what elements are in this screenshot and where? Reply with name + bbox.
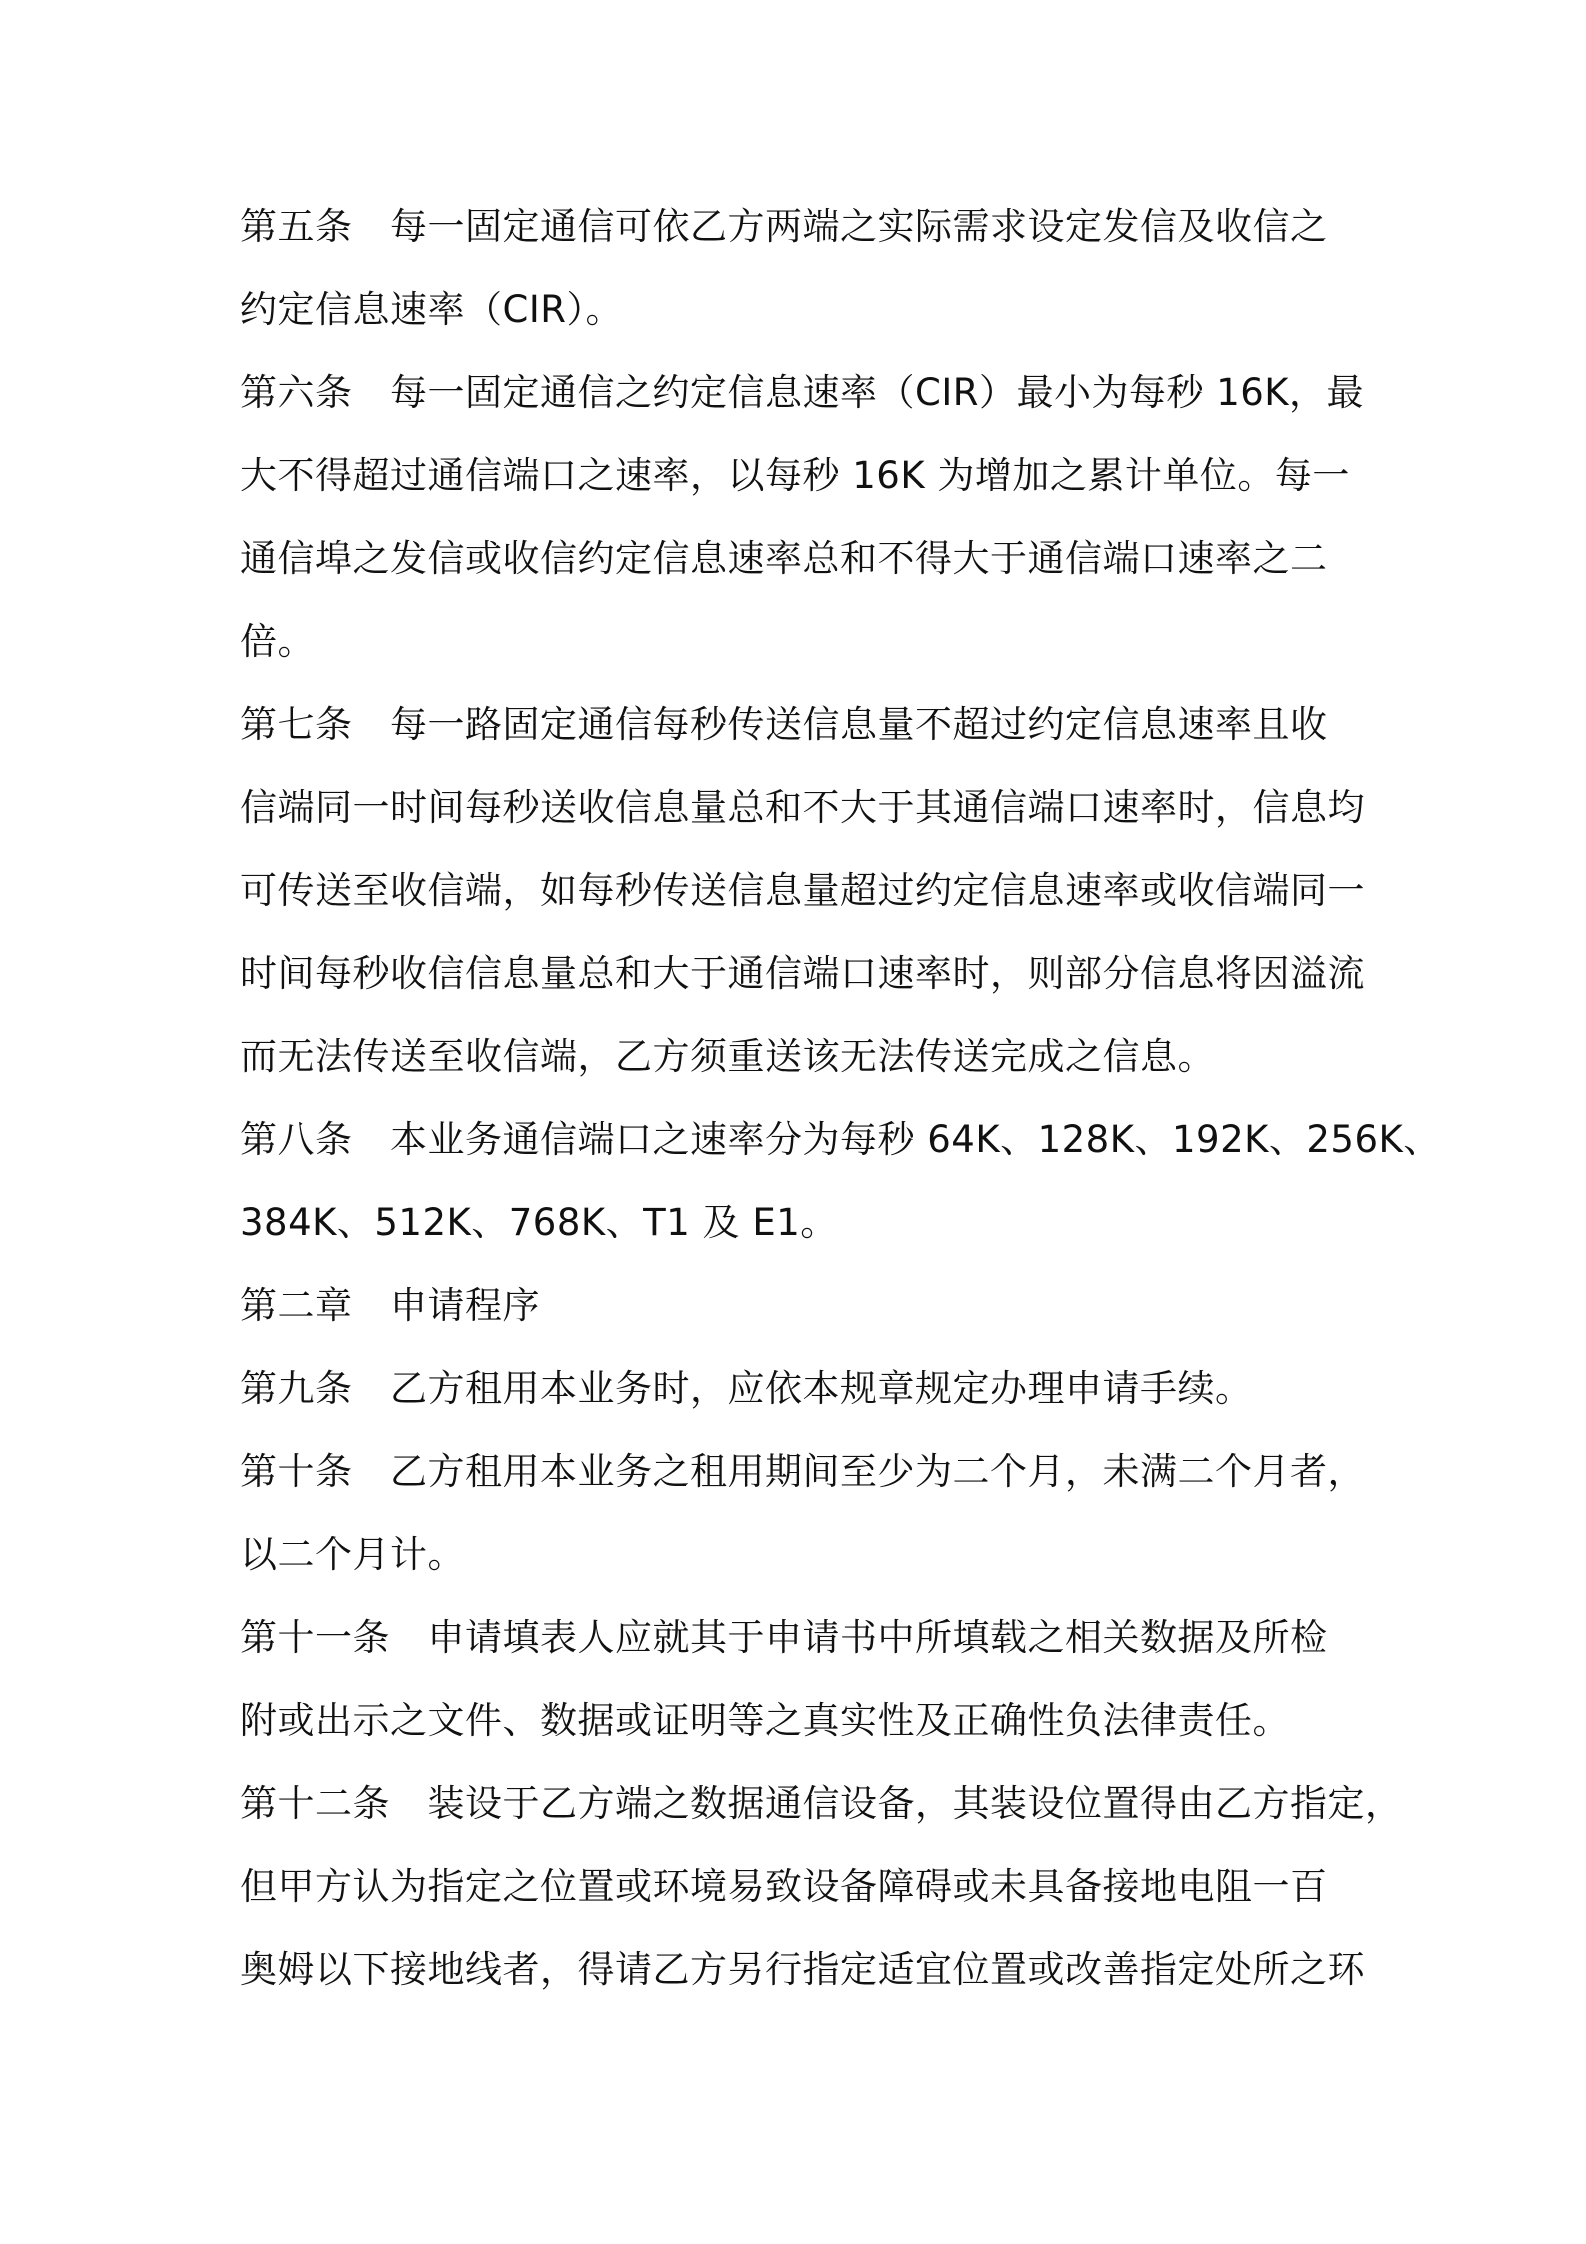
- text-line: 第十一条 申请填表人应就其于申请书中所填载之相关数据及所检: [240, 1616, 1328, 1659]
- text-line: 第六条 每一固定通信之约定信息速率（CIR）最小为每秒 16K，最: [240, 371, 1365, 414]
- text-line: 通信埠之发信或收信约定信息速率总和不得大于通信端口速率之二: [240, 537, 1328, 580]
- text-line: 第十条 乙方租用本业务之租用期间至少为二个月，未满二个月者，: [240, 1450, 1365, 1493]
- section-heading: 第二章 申请程序: [240, 1284, 540, 1327]
- text-line: 倍。: [240, 620, 315, 663]
- text-line: 大不得超过通信端口之速率，以每秒 16K 为增加之累计单位。每一: [240, 454, 1350, 497]
- text-line: 384K、512K、768K、T1 及 E1。: [240, 1201, 838, 1244]
- text-line: 而无法传送至收信端，乙方须重送该无法传送完成之信息。: [240, 1035, 1215, 1078]
- text-line: 附或出示之文件、数据或证明等之真实性及正确性负法律责任。: [240, 1699, 1290, 1742]
- text-line: 可传送至收信端，如每秒传送信息量超过约定信息速率或收信端同一: [240, 869, 1365, 912]
- text-line: 第十二条 装设于乙方端之数据通信设备，其装设位置得由乙方指定，: [240, 1782, 1403, 1825]
- text-line: 约定信息速率（CIR）。: [240, 288, 623, 331]
- text-line: 第七条 每一路固定通信每秒传送信息量不超过约定信息速率且收: [240, 703, 1328, 746]
- text-line: 但甲方认为指定之位置或环境易致设备障碍或未具备接地电阻一百: [240, 1865, 1328, 1908]
- text-line: 时间每秒收信信息量总和大于通信端口速率时，则部分信息将因溢流: [240, 952, 1365, 995]
- text-line: 以二个月计。: [240, 1533, 465, 1576]
- text-line: 第五条 每一固定通信可依乙方两端之实际需求设定发信及收信之: [240, 205, 1328, 248]
- text-line: 第九条 乙方租用本业务时，应依本规章规定办理申请手续。: [240, 1367, 1253, 1410]
- text-line: 第八条 本业务通信端口之速率分为每秒 64K、128K、192K、256K、: [240, 1118, 1441, 1161]
- text-line: 奥姆以下接地线者，得请乙方另行指定适宜位置或改善指定处所之环: [240, 1948, 1365, 1991]
- text-line: 信端同一时间每秒送收信息量总和不大于其通信端口速率时，信息均: [240, 786, 1365, 829]
